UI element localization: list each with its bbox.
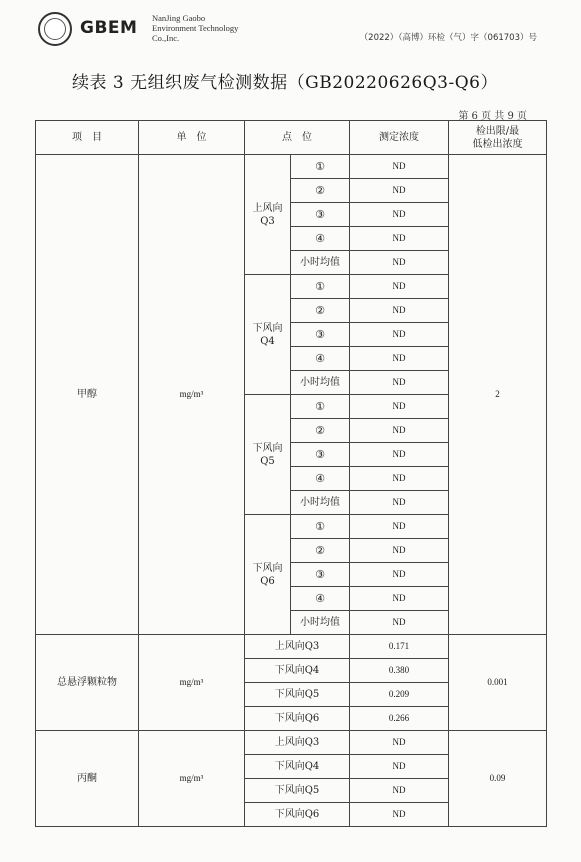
sample-mark: ①: [291, 155, 350, 179]
limit-tsp: 0.001: [449, 635, 547, 731]
value-cell: ND: [350, 227, 449, 251]
point-cell: 下风向Q6: [245, 803, 350, 827]
sample-mark: 小时均值: [291, 491, 350, 515]
sample-mark: ④: [291, 587, 350, 611]
company-name: [152, 13, 238, 43]
table-title: 续表 3 无组织废气检测数据（GB20220626Q3-Q6）: [72, 73, 498, 93]
sample-mark: ④: [291, 227, 350, 251]
value-cell: ND: [350, 443, 449, 467]
header-item: 项 目: [36, 121, 139, 155]
sample-mark: ②: [291, 179, 350, 203]
point-methanol-q5: 下风向 Q5: [245, 395, 291, 515]
sample-mark: ②: [291, 299, 350, 323]
unit-tsp: mg/m³: [139, 635, 245, 731]
sample-mark: ③: [291, 563, 350, 587]
point-cell: 下风向Q4: [245, 659, 350, 683]
unit-acetone: mg/m³: [139, 731, 245, 827]
header-concentration: 测定浓度: [350, 121, 449, 155]
sample-mark: 小时均值: [291, 371, 350, 395]
value-cell: ND: [350, 779, 449, 803]
value-cell: ND: [350, 539, 449, 563]
sample-mark: ②: [291, 419, 350, 443]
value-cell: ND: [350, 467, 449, 491]
value-cell: ND: [350, 299, 449, 323]
company-line-3: Co.,Inc.: [152, 33, 180, 43]
point-methanol-q3: 上风向 Q3: [245, 155, 291, 275]
table-row: [36, 635, 547, 659]
value-cell: ND: [350, 491, 449, 515]
value-cell: ND: [350, 179, 449, 203]
page-header: [0, 0, 581, 56]
header-detection-limit: 检出限/最 低检出浓度: [449, 121, 547, 155]
point-methanol-q4: 下风向 Q4: [245, 275, 291, 395]
sample-mark: ③: [291, 443, 350, 467]
sample-mark: 小时均值: [291, 611, 350, 635]
value-cell: ND: [350, 347, 449, 371]
point-cell: 上风向Q3: [245, 635, 350, 659]
sample-mark: ④: [291, 467, 350, 491]
value-cell: ND: [350, 275, 449, 299]
value-cell: ND: [350, 395, 449, 419]
item-methanol: 甲醇: [36, 155, 139, 635]
value-cell: ND: [350, 563, 449, 587]
sample-mark: ③: [291, 323, 350, 347]
table-row: [36, 731, 547, 755]
sample-mark: ①: [291, 515, 350, 539]
company-line-1: NanJing Gaobo: [152, 13, 206, 23]
point-cell: 下风向Q4: [245, 755, 350, 779]
item-tsp: 总悬浮颗粒物: [36, 635, 139, 731]
value-cell: ND: [350, 371, 449, 395]
sample-mark: ④: [291, 347, 350, 371]
company-logo-icon: [38, 12, 72, 46]
header-point: 点 位: [245, 121, 350, 155]
value-cell: 0.209: [350, 683, 449, 707]
sample-mark: ③: [291, 203, 350, 227]
point-cell: 下风向Q5: [245, 683, 350, 707]
value-cell: ND: [350, 155, 449, 179]
value-cell: ND: [350, 203, 449, 227]
unit-methanol: mg/m³: [139, 155, 245, 635]
sample-mark: 小时均值: [291, 251, 350, 275]
value-cell: 0.266: [350, 707, 449, 731]
limit-methanol: 2: [449, 155, 547, 635]
value-cell: ND: [350, 803, 449, 827]
brand-name: GBEM: [80, 18, 138, 38]
sample-mark: ①: [291, 275, 350, 299]
company-line-2: Environment Technology: [152, 23, 239, 33]
sample-mark: ②: [291, 539, 350, 563]
value-cell: 0.380: [350, 659, 449, 683]
table-header-row: [36, 121, 547, 155]
value-cell: ND: [350, 419, 449, 443]
report-number: （2022）（高博）环检（气）字（061703）号: [359, 33, 537, 43]
page-number: 第 6 页 共 9 页: [458, 111, 527, 122]
value-cell: ND: [350, 515, 449, 539]
value-cell: ND: [350, 587, 449, 611]
value-cell: ND: [350, 755, 449, 779]
value-cell: 0.171: [350, 635, 449, 659]
sample-mark: ①: [291, 395, 350, 419]
item-acetone: 丙酮: [36, 731, 139, 827]
point-cell: 下风向Q5: [245, 779, 350, 803]
limit-acetone: 0.09: [449, 731, 547, 827]
value-cell: ND: [350, 731, 449, 755]
emission-data-table: [35, 120, 547, 827]
table-row: [36, 155, 547, 179]
value-cell: ND: [350, 251, 449, 275]
point-cell: 下风向Q6: [245, 707, 350, 731]
value-cell: ND: [350, 611, 449, 635]
point-methanol-q6: 下风向 Q6: [245, 515, 291, 635]
value-cell: ND: [350, 323, 449, 347]
header-unit: 单 位: [139, 121, 245, 155]
point-cell: 上风向Q3: [245, 731, 350, 755]
